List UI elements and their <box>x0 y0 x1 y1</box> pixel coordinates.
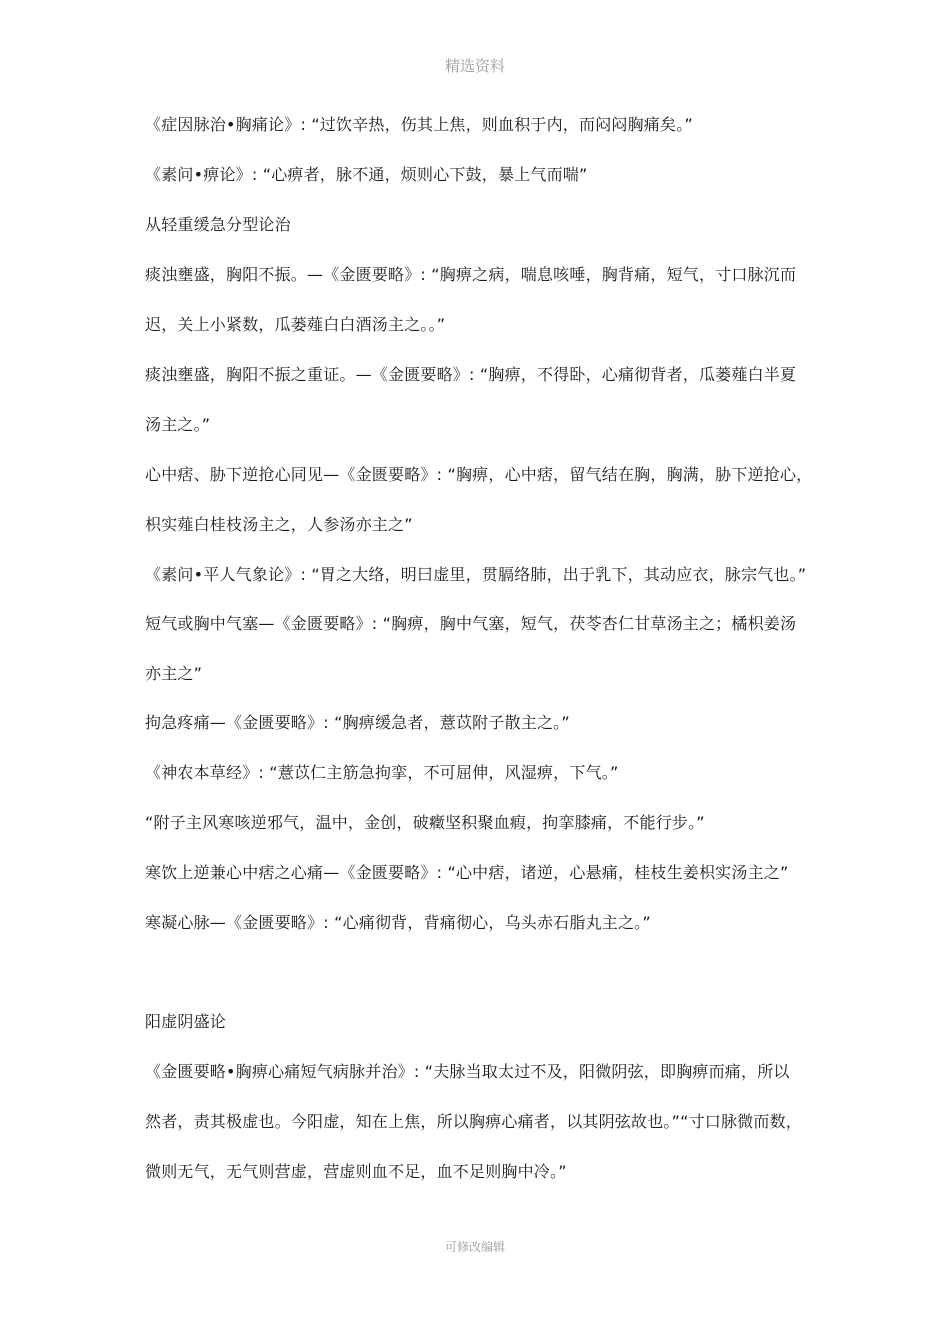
text-line: 心中痞、胁下逆抢心同见—《金匮要略》: “胸痹，心中痞，留气结在胸，胸满，胁下逆抢心， <box>145 465 813 484</box>
text-line: 《症因脉治•胸痛论》: “过饮辛热，伤其上焦，则血积于内，而闷闷胸痛矣。” <box>145 115 693 134</box>
text-line: 寒饮上逆兼心中痞之心痛—《金匮要略》: “心中痞，诸逆，心悬痛，桂枝生姜枳实汤主之” <box>145 863 789 882</box>
section-heading: 阳虚阴盛论 <box>145 1012 227 1031</box>
text-line: 《素问•平人气象论》: “胃之大络，明曰虚里，贯膈络肺，出于乳下，其动应衣，脉宗气也。” <box>145 565 807 584</box>
text-line: 《金匮要略•胸痹心痛短气病脉并治》: “夫脉当取太过不及，阳微阴弦，即胸痹而痛，所以 <box>145 1062 790 1081</box>
text-line: 寒凝心脉—《金匮要略》: “心痛彻背，背痛彻心，乌头赤石脂丸主之。” <box>145 913 651 932</box>
text-line: 痰浊壅盛，胸阳不振。—《金匮要略》: “胸痹之病，喘息咳唾，胸背痛，短气，寸口脉沉而 <box>145 265 797 284</box>
text-line: 然者，责其极虚也。今阳虚，知在上焦，所以胸痹心痛者，以其阴弦故也。”“寸口脉微而数， <box>145 1112 802 1131</box>
text-line: 短气或胸中气塞—《金匮要略》: “胸痹，胸中气塞，短气，茯苓杏仁甘草汤主之；橘枳姜汤 <box>145 614 797 633</box>
text-line: 拘急疼痛—《金匮要略》: “胸痹缓急者，薏苡附子散主之。” <box>145 713 570 732</box>
text-line: 《神农本草经》: “薏苡仁主筋急拘挛，不可屈伸，风湿痹，下气。” <box>145 763 619 782</box>
text-line: 枳实薤白桂枝汤主之，人参汤亦主之” <box>145 515 413 534</box>
text-line: 痰浊壅盛，胸阳不振之重证。—《金匮要略》: “胸痹，不得卧，心痛彻背者，瓜蒌薤白半夏 <box>145 365 797 384</box>
section-heading: 从轻重缓急分型论治 <box>145 215 291 234</box>
text-line: 微则无气，无气则营虚，营虚则血不足，血不足则胸中冷。” <box>145 1162 567 1181</box>
text-line: “附子主风寒咳逆邪气，温中，金创，破癥坚积聚血瘕，拘挛膝痛，不能行步。” <box>145 813 705 832</box>
text-line: 《素问•痹论》: “心痹者，脉不通，烦则心下鼓，暴上气而喘” <box>145 165 588 184</box>
page-footer: 可修改编辑 <box>444 1240 505 1254</box>
page-header: 精选资料 <box>444 57 505 75</box>
text-line: 迟，关上小紧数，瓜蒌薤白白酒汤主之。。” <box>145 315 446 334</box>
text-line: 汤主之。” <box>145 415 211 434</box>
text-line: 亦主之” <box>145 664 203 683</box>
